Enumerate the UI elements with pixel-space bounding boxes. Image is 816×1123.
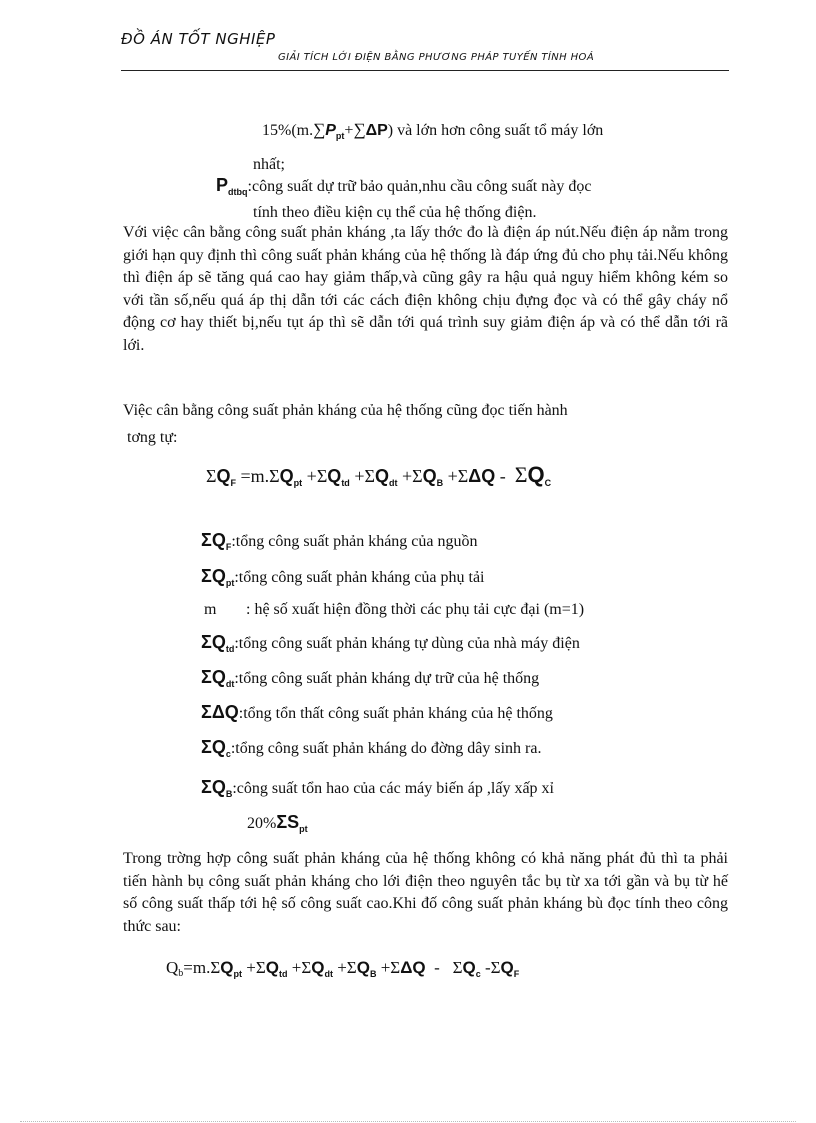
paragraph2-line1: Việc cân bằng công suất phản kháng của hệ thống cũng đọc tiến hành <box>123 402 568 419</box>
sum-symbol: Σ <box>346 958 357 977</box>
minus-sign: - <box>484 958 491 977</box>
q-symbol: Q <box>356 958 370 977</box>
q-subscript: F <box>513 969 520 979</box>
sum-symbol: Σ <box>255 958 266 977</box>
def-symbol: ΔQ <box>211 702 239 722</box>
q-subscript: C <box>544 478 552 488</box>
q-subscript: td <box>278 969 288 979</box>
plus-sign: + <box>291 958 302 977</box>
def-subscript: F <box>225 542 232 552</box>
sum-symbol: Σ <box>316 466 328 486</box>
def-text: :tổng công suất phản kháng của phụ tải <box>234 569 485 586</box>
q-symbol: Q <box>327 466 342 486</box>
q-symbol: Q <box>216 466 231 486</box>
q-symbol: Q <box>527 462 545 487</box>
q-subscript: pt <box>233 969 242 979</box>
document-header-subtitle: GIẢI TÍCH LỚI ĐIỆN BẰNG PHƯƠNG PHÁP TUYẾN TÍNH HOÁ <box>278 52 595 63</box>
def-symbol: Q <box>211 530 226 550</box>
q-subscript: pt <box>293 478 303 488</box>
definition-qc: $\Sigma Q_c:tổng$ công suất phản kháng do đờng dây sinh ra. <box>201 737 542 759</box>
def-symbol: Q <box>211 777 226 797</box>
paragraph-voltage-balance: Với việc cân bằng công suất phản kháng ,ta lấy thớc đo là điện áp nút.Nếu điện áp nằm trong giới hạn quy định thì công suất phản kháng của hệ thống là đáp ứng đủ cho phụ tải.Nếu không thì điện áp sẽ tăng quá cao hay giảm thấp,và cũng gây ra hậu quả nguy hiểm không kém so với tần số,nếu quá áp thị dẫn tới các cách điện không chịu đựng đọc và có thể gây cháy nổ động cơ hay thiết bị,nếu tụt áp thì sẽ dẫn tới quá trình suy giảm điện áp và có thể dẫn tới rã lới. <box>123 224 728 354</box>
delta-q-symbol: ΔQ <box>400 958 426 977</box>
q-symbol: Q <box>265 958 279 977</box>
plus-sign: + <box>306 466 317 486</box>
pdt-symbol: P <box>216 175 229 195</box>
intro-line-text: ) và lớn hơn công suất tổ máy lớn <box>387 122 604 139</box>
definition-qb: $\Sigma Q_B:công$ suất tổn hao của các máy biến áp ,lấy xấp xỉ <box>201 777 554 799</box>
q-symbol: Q <box>374 466 389 486</box>
q-subscript: F <box>230 478 236 488</box>
sum-symbol: Σ <box>390 958 401 977</box>
definition-m <box>204 601 584 619</box>
delta-p-symbol: ΔP <box>365 122 388 139</box>
def-symbol: Q <box>211 566 226 586</box>
def-text: :tổng công suất phản kháng do đờng dây sinh ra. <box>230 740 542 757</box>
definition-qtd: $\Sigma Q_{td}:tổng$ công suất phản kháng tự dùng của nhà máy điện <box>201 632 580 654</box>
def-subscript: dt <box>225 679 235 689</box>
s-symbol: S <box>287 812 300 832</box>
q-subscript: dt <box>324 969 333 979</box>
plus-sign: + <box>401 466 413 486</box>
compensation-equation <box>166 958 519 978</box>
sum-symbol: Σ <box>452 958 463 977</box>
paragraph-compensation: Trong trờng hợp công suất phản kháng của hệ thống không có khả năng phát đủ thì ta phải tiến hành bụ công suất phản kháng cho lới điện theo nguyên tắc bụ từ xa tới gần và bụ từ hế số công suất thấp tới hệ số công suất cao.Khi đố công suất phản kháng bù đọc tính theo công thức sau: <box>123 850 728 935</box>
plus-sign: + <box>380 958 391 977</box>
def-subscript: td <box>225 644 235 654</box>
q-subscript: td <box>341 478 350 488</box>
definition-delta-q: ΣΔQ:tổng tổn thất công suất phản kháng của hệ thống <box>201 702 553 722</box>
q-subscript: B <box>369 969 377 979</box>
qb-subscript: b <box>178 968 184 979</box>
q-subscript: B <box>436 478 444 488</box>
def-text: :tổng công suất phản kháng dự trữ của hệ thống <box>234 670 540 687</box>
def-text: :tổng công suất phản kháng tự dùng của nhà máy điện <box>234 635 580 652</box>
sum-symbol: Σ <box>269 466 280 486</box>
def-subscript: c <box>225 749 231 759</box>
p-subscript: pt <box>335 131 345 141</box>
q-subscript: dt <box>388 478 398 488</box>
document-header-title: ĐỒ ÁN TỐT NGHIỆP <box>121 30 276 48</box>
minus-sign: - <box>499 466 506 486</box>
equals-sign: =m. <box>240 466 270 486</box>
plus-sign: + <box>354 466 365 486</box>
def-text: :tổng công suất phản kháng của nguồn <box>231 533 478 550</box>
q-symbol: Q <box>462 958 476 977</box>
q-symbol: Q <box>279 466 294 486</box>
def-text: :công suất tổn hao của các máy biến áp ,lấy xấp xỉ <box>232 780 554 797</box>
sum-symbol: Σ <box>490 958 501 977</box>
sum-symbol: ∑ <box>353 120 366 139</box>
def-text: :tổng tổn thất công suất phản kháng của hệ thống <box>238 705 553 722</box>
sum-symbol: Σ <box>210 958 221 977</box>
percent-value: 20% <box>247 815 277 832</box>
paragraph2-line2: tơng tự: <box>127 429 178 446</box>
header-rule <box>121 70 729 71</box>
q-symbol: Q <box>220 958 234 977</box>
def-symbol: Q <box>211 737 226 757</box>
sum-symbol: Σ <box>457 466 469 486</box>
plus-sign: + <box>337 958 347 977</box>
def-symbol: Q <box>211 632 226 652</box>
def-text: : hệ số xuất hiện đồng thời các phụ tải cực đại (m=1) <box>246 601 585 618</box>
intro-formula-line <box>262 120 603 140</box>
minus-sign: - <box>434 958 440 977</box>
q-symbol: Q <box>311 958 325 977</box>
pdt-text-line2: tính theo điều kiện cụ thể của hệ thống điện. <box>253 204 537 221</box>
pdt-subscript: dtbq <box>228 187 248 197</box>
intro-percent: 15%(m. <box>262 122 314 139</box>
sum-symbol: Σ <box>514 462 528 487</box>
def-subscript: B <box>225 789 233 799</box>
sum-symbol: ∑ <box>313 120 326 139</box>
page-bottom-dotted-border <box>20 1121 796 1122</box>
def-symbol: m <box>204 601 217 618</box>
definition-qf: $\Sigma Q_F:tổng$ công suất phản kháng của nguồn <box>201 530 478 552</box>
def-subscript: pt <box>225 578 235 588</box>
sum-symbol: Σ <box>276 812 288 832</box>
s-subscript: pt <box>299 824 308 834</box>
plus-sign: + <box>246 958 256 977</box>
reactive-power-balance-equation <box>206 462 551 488</box>
p-symbol: P <box>325 122 336 139</box>
pdt-text: :công suất dự trữ bảo quản,nhu cầu công suất này đọc <box>247 178 592 195</box>
sum-symbol: Σ <box>364 466 375 486</box>
qb-symbol: Q <box>166 958 179 977</box>
def-symbol: Q <box>211 667 226 687</box>
sum-symbol: Σ <box>412 466 423 486</box>
q-symbol: Q <box>422 466 437 486</box>
delta-q-symbol: ΔQ <box>468 466 496 486</box>
q-symbol: Q <box>500 958 514 977</box>
sum-symbol: Σ <box>301 958 312 977</box>
intro-line2: nhất; <box>253 156 285 173</box>
equals-sign: =m. <box>183 958 211 977</box>
definition-qdt: $\Sigma Q_{dt}:tổng$ công suất phản kháng dự trữ của hệ thống <box>201 667 540 689</box>
definition-qpt: $\Sigma Q_{pt}:tổng$ công suất phản kháng của phụ tải <box>201 566 485 588</box>
q-subscript: c <box>475 969 481 979</box>
sum-symbol: Σ <box>206 466 217 486</box>
plus-sign: + <box>447 466 458 486</box>
plus-sign: + <box>344 122 354 139</box>
definition-qb-approx <box>247 812 308 833</box>
pdt-definition <box>216 175 591 196</box>
